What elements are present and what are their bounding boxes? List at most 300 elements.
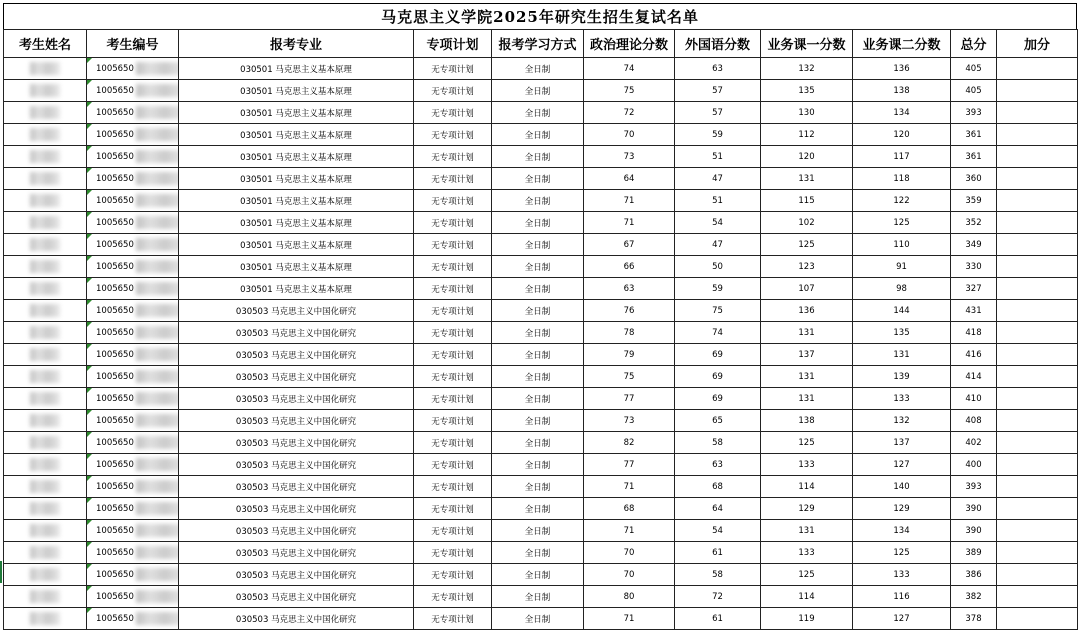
mode-cell[interactable]: 全日制: [492, 410, 584, 432]
plan-cell[interactable]: 无专项计划: [414, 322, 492, 344]
major-cell[interactable]: 030501 马克思主义基本原理: [179, 124, 414, 146]
plan-cell[interactable]: 无专项计划: [414, 366, 492, 388]
bonus-cell[interactable]: [997, 124, 1078, 146]
course1-score-cell[interactable]: 130: [761, 102, 853, 124]
total-score-cell[interactable]: 361: [951, 146, 997, 168]
plan-cell[interactable]: 无专项计划: [414, 256, 492, 278]
politics-score-cell[interactable]: 82: [584, 432, 675, 454]
major-cell[interactable]: 030503 马克思主义中国化研究: [179, 344, 414, 366]
bonus-cell[interactable]: [997, 234, 1078, 256]
candidate-id-cell[interactable]: [87, 58, 179, 80]
candidate-id-cell[interactable]: [87, 300, 179, 322]
total-score-cell[interactable]: 418: [951, 322, 997, 344]
candidate-id-cell[interactable]: [87, 124, 179, 146]
plan-cell[interactable]: 无专项计划: [414, 432, 492, 454]
mode-cell[interactable]: 全日制: [492, 454, 584, 476]
name-cell[interactable]: [4, 454, 87, 476]
header-id[interactable]: 考生编号: [87, 30, 179, 58]
plan-cell[interactable]: 无专项计划: [414, 586, 492, 608]
total-score-cell[interactable]: 408: [951, 410, 997, 432]
major-cell[interactable]: 030503 马克思主义中国化研究: [179, 388, 414, 410]
foreign-score-cell[interactable]: 61: [675, 608, 761, 630]
mode-cell[interactable]: 全日制: [492, 234, 584, 256]
foreign-score-cell[interactable]: 69: [675, 344, 761, 366]
mode-cell[interactable]: 全日制: [492, 388, 584, 410]
name-cell[interactable]: [4, 168, 87, 190]
course1-score-cell[interactable]: 123: [761, 256, 853, 278]
name-cell[interactable]: [4, 322, 87, 344]
politics-score-cell[interactable]: 74: [584, 58, 675, 80]
candidate-id-cell[interactable]: [87, 146, 179, 168]
foreign-score-cell[interactable]: 58: [675, 432, 761, 454]
total-score-cell[interactable]: 390: [951, 498, 997, 520]
mode-cell[interactable]: 全日制: [492, 344, 584, 366]
bonus-cell[interactable]: [997, 80, 1078, 102]
name-cell[interactable]: [4, 300, 87, 322]
plan-cell[interactable]: 无专项计划: [414, 146, 492, 168]
course2-score-cell[interactable]: 129: [853, 498, 951, 520]
major-cell[interactable]: 030501 马克思主义基本原理: [179, 58, 414, 80]
major-cell[interactable]: 030501 马克思主义基本原理: [179, 102, 414, 124]
bonus-cell[interactable]: [997, 564, 1078, 586]
mode-cell[interactable]: 全日制: [492, 586, 584, 608]
course2-score-cell[interactable]: 91: [853, 256, 951, 278]
total-score-cell[interactable]: 414: [951, 366, 997, 388]
foreign-score-cell[interactable]: 63: [675, 58, 761, 80]
foreign-score-cell[interactable]: 64: [675, 498, 761, 520]
plan-cell[interactable]: 无专项计划: [414, 410, 492, 432]
major-cell[interactable]: 030501 马克思主义基本原理: [179, 278, 414, 300]
total-score-cell[interactable]: 431: [951, 300, 997, 322]
name-cell[interactable]: [4, 366, 87, 388]
name-cell[interactable]: [4, 564, 87, 586]
major-cell[interactable]: 030503 马克思主义中国化研究: [179, 366, 414, 388]
course2-score-cell[interactable]: 135: [853, 322, 951, 344]
mode-cell[interactable]: 全日制: [492, 278, 584, 300]
foreign-score-cell[interactable]: 57: [675, 102, 761, 124]
course2-score-cell[interactable]: 117: [853, 146, 951, 168]
course1-score-cell[interactable]: 132: [761, 58, 853, 80]
foreign-score-cell[interactable]: 75: [675, 300, 761, 322]
foreign-score-cell[interactable]: 72: [675, 586, 761, 608]
course1-score-cell[interactable]: 133: [761, 542, 853, 564]
mode-cell[interactable]: 全日制: [492, 432, 584, 454]
mode-cell[interactable]: 全日制: [492, 102, 584, 124]
mode-cell[interactable]: 全日制: [492, 520, 584, 542]
major-cell[interactable]: 030503 马克思主义中国化研究: [179, 454, 414, 476]
course2-score-cell[interactable]: 144: [853, 300, 951, 322]
major-cell[interactable]: 030503 马克思主义中国化研究: [179, 410, 414, 432]
candidate-id-prefix: 1005650: [96, 196, 134, 206]
plan-cell[interactable]: 无专项计划: [414, 80, 492, 102]
major-cell[interactable]: 030501 马克思主义基本原理: [179, 80, 414, 102]
course2-score-cell[interactable]: 139: [853, 366, 951, 388]
major-cell[interactable]: 030503 马克思主义中国化研究: [179, 432, 414, 454]
politics-score-cell[interactable]: 79: [584, 344, 675, 366]
plan-cell[interactable]: 无专项计划: [414, 542, 492, 564]
total-score-cell[interactable]: 393: [951, 102, 997, 124]
candidate-id-cell[interactable]: [87, 366, 179, 388]
foreign-score-cell[interactable]: 47: [675, 168, 761, 190]
mode-cell[interactable]: 全日制: [492, 190, 584, 212]
name-cell[interactable]: [4, 190, 87, 212]
foreign-score-cell[interactable]: 54: [675, 520, 761, 542]
course1-score-cell[interactable]: 137: [761, 344, 853, 366]
plan-cell[interactable]: 无专项计划: [414, 564, 492, 586]
plan-cell[interactable]: 无专项计划: [414, 344, 492, 366]
major-cell[interactable]: 030503 马克思主义中国化研究: [179, 300, 414, 322]
total-score-cell[interactable]: 400: [951, 454, 997, 476]
total-score-cell[interactable]: 389: [951, 542, 997, 564]
course1-score-cell[interactable]: 131: [761, 322, 853, 344]
bonus-cell[interactable]: [997, 168, 1078, 190]
foreign-score-cell[interactable]: 54: [675, 212, 761, 234]
foreign-score-cell[interactable]: 59: [675, 278, 761, 300]
candidate-id-cell[interactable]: [87, 234, 179, 256]
mode-cell[interactable]: 全日制: [492, 80, 584, 102]
major-cell[interactable]: 030501 马克思主义基本原理: [179, 146, 414, 168]
course2-score-cell[interactable]: 110: [853, 234, 951, 256]
course1-score-cell[interactable]: 135: [761, 80, 853, 102]
course2-score-cell[interactable]: 120: [853, 124, 951, 146]
course1-score-cell[interactable]: 107: [761, 278, 853, 300]
politics-score-cell[interactable]: 77: [584, 454, 675, 476]
course2-score-cell[interactable]: 125: [853, 542, 951, 564]
plan-cell[interactable]: 无专项计划: [414, 476, 492, 498]
bonus-cell[interactable]: [997, 344, 1078, 366]
mode-cell[interactable]: 全日制: [492, 256, 584, 278]
candidate-id-cell[interactable]: [87, 344, 179, 366]
course2-score-cell[interactable]: 134: [853, 520, 951, 542]
total-score-cell[interactable]: 405: [951, 80, 997, 102]
course1-score-cell[interactable]: 131: [761, 366, 853, 388]
politics-score-cell[interactable]: 66: [584, 256, 675, 278]
candidate-id-cell[interactable]: [87, 476, 179, 498]
candidate-id-cell[interactable]: [87, 322, 179, 344]
politics-score-cell[interactable]: 70: [584, 564, 675, 586]
bonus-cell[interactable]: [997, 454, 1078, 476]
bonus-cell[interactable]: [997, 586, 1078, 608]
candidate-id-cell[interactable]: [87, 80, 179, 102]
plan-cell[interactable]: 无专项计划: [414, 190, 492, 212]
bonus-cell[interactable]: [997, 300, 1078, 322]
plan-cell[interactable]: 无专项计划: [414, 102, 492, 124]
header-plan[interactable]: 专项计划: [414, 30, 492, 58]
header-total[interactable]: 总分: [951, 30, 997, 58]
politics-score-cell[interactable]: 71: [584, 520, 675, 542]
mode-cell[interactable]: 全日制: [492, 542, 584, 564]
total-score-cell[interactable]: 416: [951, 344, 997, 366]
mode-cell[interactable]: 全日制: [492, 300, 584, 322]
header-name[interactable]: 考生姓名: [4, 30, 87, 58]
plan-cell[interactable]: 无专项计划: [414, 234, 492, 256]
course1-score-cell[interactable]: 115: [761, 190, 853, 212]
candidate-id-cell[interactable]: [87, 278, 179, 300]
politics-score-cell[interactable]: 71: [584, 476, 675, 498]
plan-cell[interactable]: 无专项计划: [414, 300, 492, 322]
bonus-cell[interactable]: [997, 278, 1078, 300]
bonus-cell[interactable]: [997, 322, 1078, 344]
course2-score-cell[interactable]: 138: [853, 80, 951, 102]
politics-score-cell[interactable]: 72: [584, 102, 675, 124]
course2-score-cell[interactable]: 136: [853, 58, 951, 80]
name-cell[interactable]: [4, 476, 87, 498]
plan-cell[interactable]: 无专项计划: [414, 454, 492, 476]
politics-score-cell[interactable]: 71: [584, 608, 675, 630]
bonus-cell[interactable]: [997, 476, 1078, 498]
politics-score-cell[interactable]: 71: [584, 190, 675, 212]
major-cell[interactable]: 030503 马克思主义中国化研究: [179, 586, 414, 608]
course1-score-cell[interactable]: 131: [761, 520, 853, 542]
politics-score-cell[interactable]: 78: [584, 322, 675, 344]
total-score-cell[interactable]: 402: [951, 432, 997, 454]
sheet-title: 马克思主义学院2025年研究生招生复试名单: [3, 3, 1077, 29]
candidate-id-cell[interactable]: [87, 212, 179, 234]
course2-score-cell[interactable]: 127: [853, 608, 951, 630]
total-score-cell[interactable]: 349: [951, 234, 997, 256]
name-cell[interactable]: [4, 542, 87, 564]
header-bonus[interactable]: 加分: [997, 30, 1078, 58]
course1-score-cell[interactable]: 102: [761, 212, 853, 234]
course1-score-cell[interactable]: 114: [761, 586, 853, 608]
candidate-id-cell[interactable]: [87, 102, 179, 124]
header-course2[interactable]: 业务课二分数: [853, 30, 951, 58]
politics-score-cell[interactable]: 75: [584, 366, 675, 388]
course1-score-cell[interactable]: 112: [761, 124, 853, 146]
total-score-cell[interactable]: 393: [951, 476, 997, 498]
bonus-cell[interactable]: [997, 190, 1078, 212]
course1-score-cell[interactable]: 138: [761, 410, 853, 432]
name-cell[interactable]: [4, 344, 87, 366]
course1-score-cell[interactable]: 131: [761, 168, 853, 190]
politics-score-cell[interactable]: 71: [584, 212, 675, 234]
course1-score-cell[interactable]: 125: [761, 234, 853, 256]
course2-score-cell[interactable]: 132: [853, 410, 951, 432]
total-score-cell[interactable]: 327: [951, 278, 997, 300]
candidate-id-cell[interactable]: [87, 388, 179, 410]
bonus-cell[interactable]: [997, 608, 1078, 630]
total-score-cell[interactable]: 352: [951, 212, 997, 234]
foreign-score-cell[interactable]: 69: [675, 366, 761, 388]
politics-score-cell[interactable]: 67: [584, 234, 675, 256]
total-score-cell[interactable]: 359: [951, 190, 997, 212]
header-politics[interactable]: 政治理论分数: [584, 30, 675, 58]
name-cell[interactable]: [4, 256, 87, 278]
foreign-score-cell[interactable]: 61: [675, 542, 761, 564]
foreign-score-cell[interactable]: 47: [675, 234, 761, 256]
foreign-score-cell[interactable]: 57: [675, 80, 761, 102]
bonus-cell[interactable]: [997, 498, 1078, 520]
header-foreign[interactable]: 外国语分数: [675, 30, 761, 58]
course2-score-cell[interactable]: 118: [853, 168, 951, 190]
total-score-cell[interactable]: 330: [951, 256, 997, 278]
bonus-cell[interactable]: [997, 542, 1078, 564]
major-cell[interactable]: 030503 马克思主义中国化研究: [179, 498, 414, 520]
bonus-cell[interactable]: [997, 256, 1078, 278]
candidate-id-cell[interactable]: [87, 520, 179, 542]
name-cell[interactable]: [4, 124, 87, 146]
mode-cell[interactable]: 全日制: [492, 212, 584, 234]
course1-score-cell[interactable]: 131: [761, 388, 853, 410]
total-score-cell[interactable]: 390: [951, 520, 997, 542]
foreign-score-cell[interactable]: 65: [675, 410, 761, 432]
candidate-id-cell[interactable]: [87, 168, 179, 190]
bonus-cell[interactable]: [997, 102, 1078, 124]
politics-score-cell[interactable]: 64: [584, 168, 675, 190]
header-course1[interactable]: 业务课一分数: [761, 30, 853, 58]
name-cell[interactable]: [4, 388, 87, 410]
course1-score-cell[interactable]: 133: [761, 454, 853, 476]
name-cell[interactable]: [4, 432, 87, 454]
course2-score-cell[interactable]: 140: [853, 476, 951, 498]
plan-cell[interactable]: 无专项计划: [414, 608, 492, 630]
mode-cell[interactable]: 全日制: [492, 608, 584, 630]
plan-cell[interactable]: 无专项计划: [414, 498, 492, 520]
course1-score-cell[interactable]: 119: [761, 608, 853, 630]
politics-score-cell[interactable]: 70: [584, 124, 675, 146]
politics-score-cell[interactable]: 75: [584, 80, 675, 102]
politics-score-cell[interactable]: 80: [584, 586, 675, 608]
candidate-id-cell[interactable]: [87, 190, 179, 212]
bonus-cell[interactable]: [997, 410, 1078, 432]
course2-score-cell[interactable]: 98: [853, 278, 951, 300]
name-cell[interactable]: [4, 410, 87, 432]
bonus-cell[interactable]: [997, 432, 1078, 454]
foreign-score-cell[interactable]: 74: [675, 322, 761, 344]
major-cell[interactable]: 030501 马克思主义基本原理: [179, 168, 414, 190]
foreign-score-cell[interactable]: 68: [675, 476, 761, 498]
mode-cell[interactable]: 全日制: [492, 124, 584, 146]
course1-score-cell[interactable]: 114: [761, 476, 853, 498]
course2-score-cell[interactable]: 122: [853, 190, 951, 212]
foreign-score-cell[interactable]: 63: [675, 454, 761, 476]
candidate-id-cell[interactable]: [87, 542, 179, 564]
candidate-id-cell[interactable]: [87, 454, 179, 476]
name-cell[interactable]: [4, 58, 87, 80]
course2-score-cell[interactable]: 116: [853, 586, 951, 608]
bonus-cell[interactable]: [997, 388, 1078, 410]
major-cell[interactable]: 030503 马克思主义中国化研究: [179, 520, 414, 542]
redacted-name: [30, 62, 60, 75]
major-cell[interactable]: 030503 马克思主义中国化研究: [179, 476, 414, 498]
major-cell[interactable]: 030501 马克思主义基本原理: [179, 212, 414, 234]
candidate-id-cell[interactable]: [87, 586, 179, 608]
mode-cell[interactable]: 全日制: [492, 146, 584, 168]
foreign-score-cell[interactable]: 58: [675, 564, 761, 586]
plan-cell[interactable]: 无专项计划: [414, 124, 492, 146]
bonus-cell[interactable]: [997, 366, 1078, 388]
plan-cell[interactable]: 无专项计划: [414, 388, 492, 410]
politics-score-cell[interactable]: 63: [584, 278, 675, 300]
header-major[interactable]: 报考专业: [179, 30, 414, 58]
course2-score-cell[interactable]: 137: [853, 432, 951, 454]
politics-score-cell[interactable]: 73: [584, 410, 675, 432]
politics-score-cell[interactable]: 68: [584, 498, 675, 520]
course2-score-cell[interactable]: 134: [853, 102, 951, 124]
name-cell[interactable]: [4, 102, 87, 124]
candidate-id-cell[interactable]: [87, 498, 179, 520]
politics-score-cell[interactable]: 76: [584, 300, 675, 322]
name-cell[interactable]: [4, 520, 87, 542]
foreign-score-cell[interactable]: 51: [675, 190, 761, 212]
politics-score-cell[interactable]: 77: [584, 388, 675, 410]
candidate-id-cell[interactable]: [87, 256, 179, 278]
bonus-cell[interactable]: [997, 520, 1078, 542]
major-cell[interactable]: 030501 马克思主义基本原理: [179, 234, 414, 256]
total-score-cell[interactable]: 405: [951, 58, 997, 80]
mode-cell[interactable]: 全日制: [492, 58, 584, 80]
major-cell[interactable]: 030503 马克思主义中国化研究: [179, 322, 414, 344]
mode-cell[interactable]: 全日制: [492, 366, 584, 388]
plan-cell[interactable]: 无专项计划: [414, 520, 492, 542]
course1-score-cell[interactable]: 136: [761, 300, 853, 322]
name-cell[interactable]: [4, 608, 87, 630]
course2-score-cell[interactable]: 127: [853, 454, 951, 476]
candidate-id-cell[interactable]: [87, 410, 179, 432]
mode-cell[interactable]: 全日制: [492, 322, 584, 344]
mode-cell[interactable]: 全日制: [492, 476, 584, 498]
name-cell[interactable]: [4, 146, 87, 168]
course2-score-cell[interactable]: 131: [853, 344, 951, 366]
major-cell[interactable]: 030503 马克思主义中国化研究: [179, 608, 414, 630]
name-cell[interactable]: [4, 234, 87, 256]
foreign-score-cell[interactable]: 51: [675, 146, 761, 168]
course1-score-cell[interactable]: 125: [761, 432, 853, 454]
candidate-id-cell[interactable]: [87, 432, 179, 454]
bonus-cell[interactable]: [997, 212, 1078, 234]
total-score-cell[interactable]: 410: [951, 388, 997, 410]
mode-cell[interactable]: 全日制: [492, 564, 584, 586]
plan-cell[interactable]: 无专项计划: [414, 278, 492, 300]
total-score-cell[interactable]: 361: [951, 124, 997, 146]
course1-score-cell[interactable]: 125: [761, 564, 853, 586]
name-cell[interactable]: [4, 586, 87, 608]
name-cell[interactable]: [4, 498, 87, 520]
name-cell[interactable]: [4, 80, 87, 102]
name-cell[interactable]: [4, 278, 87, 300]
bonus-cell[interactable]: [997, 58, 1078, 80]
name-cell[interactable]: [4, 212, 87, 234]
plan-cell[interactable]: 无专项计划: [414, 212, 492, 234]
total-score-cell[interactable]: 386: [951, 564, 997, 586]
politics-score-cell[interactable]: 70: [584, 542, 675, 564]
major-cell[interactable]: 030503 马克思主义中国化研究: [179, 542, 414, 564]
total-score-cell[interactable]: 378: [951, 608, 997, 630]
course2-score-cell[interactable]: 125: [853, 212, 951, 234]
header-mode[interactable]: 报考学习方式: [492, 30, 584, 58]
course1-score-cell[interactable]: 129: [761, 498, 853, 520]
foreign-score-cell[interactable]: 69: [675, 388, 761, 410]
course2-score-cell[interactable]: 133: [853, 564, 951, 586]
politics-score-cell[interactable]: 73: [584, 146, 675, 168]
candidate-id-cell[interactable]: [87, 608, 179, 630]
course1-score-cell[interactable]: 120: [761, 146, 853, 168]
foreign-score-cell[interactable]: 50: [675, 256, 761, 278]
major-cell[interactable]: 030501 马克思主义基本原理: [179, 256, 414, 278]
mode-cell[interactable]: 全日制: [492, 498, 584, 520]
major-cell[interactable]: 030501 马克思主义基本原理: [179, 190, 414, 212]
total-score-cell[interactable]: 382: [951, 586, 997, 608]
course2-score-cell[interactable]: 133: [853, 388, 951, 410]
plan-cell[interactable]: 无专项计划: [414, 58, 492, 80]
total-score-cell[interactable]: 360: [951, 168, 997, 190]
bonus-cell[interactable]: [997, 146, 1078, 168]
mode-cell[interactable]: 全日制: [492, 168, 584, 190]
candidate-id-cell[interactable]: [87, 564, 179, 586]
major-cell[interactable]: 030503 马克思主义中国化研究: [179, 564, 414, 586]
plan-cell[interactable]: 无专项计划: [414, 168, 492, 190]
foreign-score-cell[interactable]: 59: [675, 124, 761, 146]
